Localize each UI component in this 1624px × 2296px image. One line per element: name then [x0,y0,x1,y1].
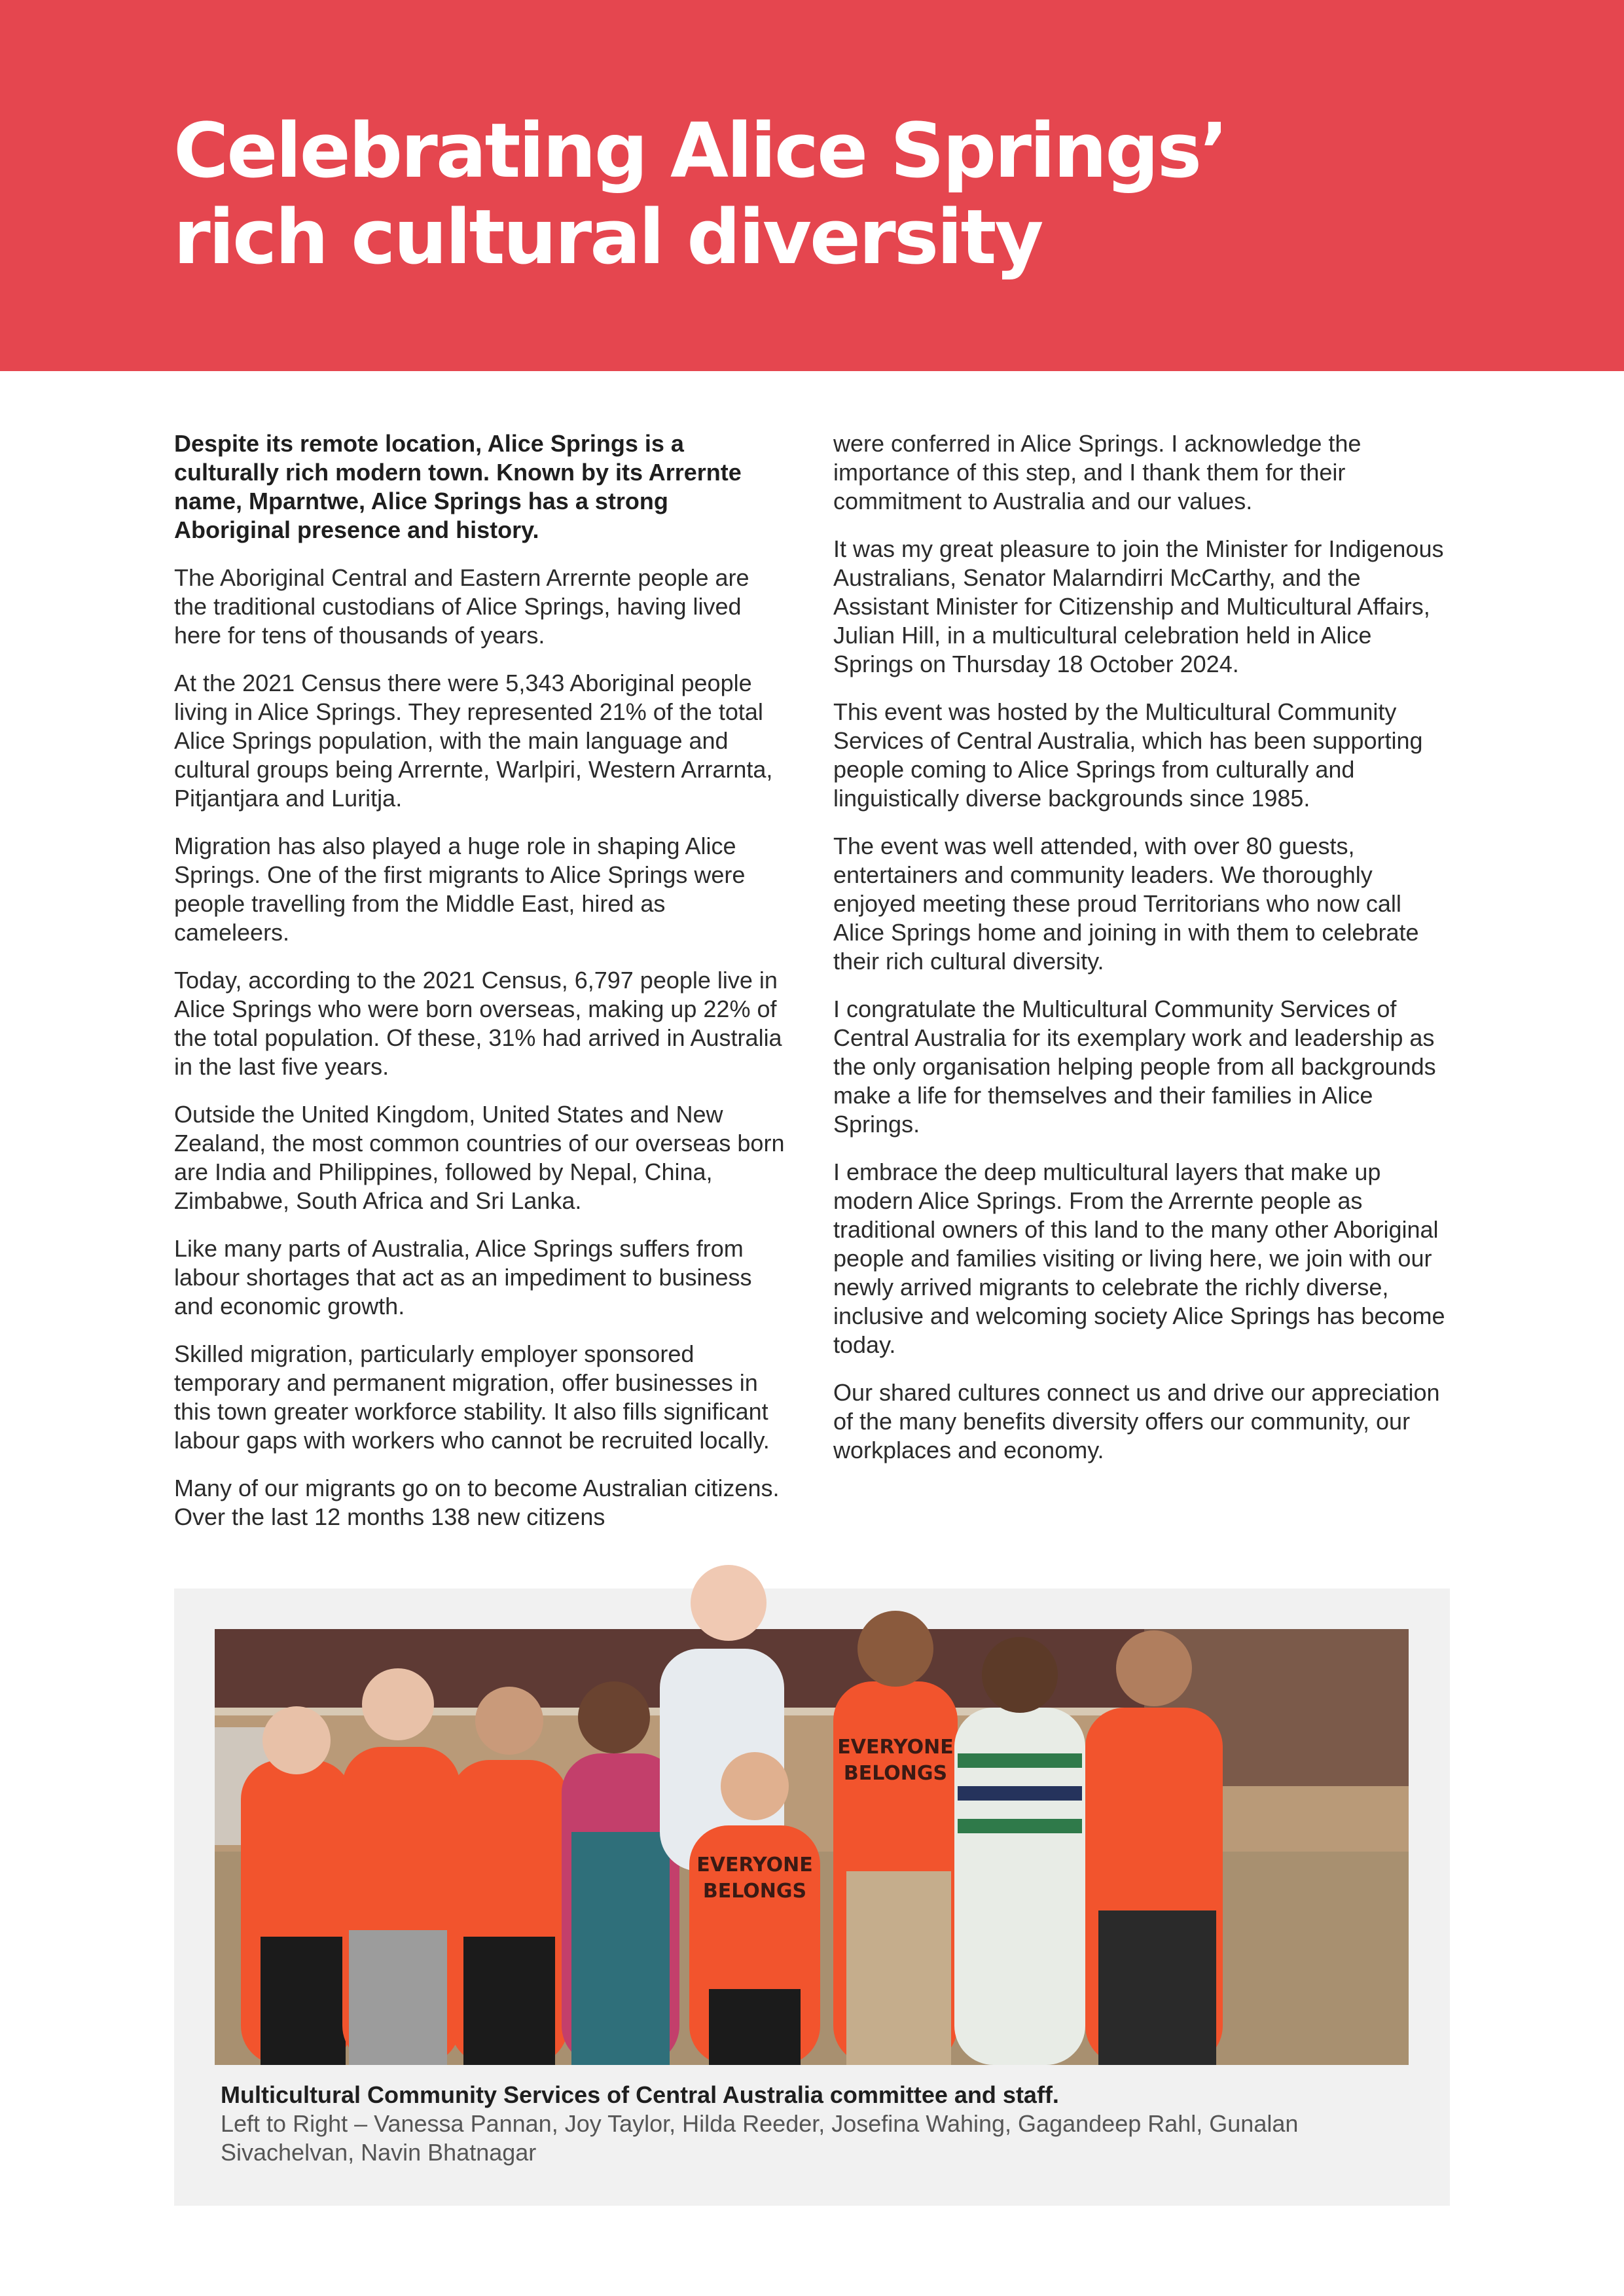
caption-text: Left to Right – Vanessa Pannan, Joy Taylor, Hilda Reeder, Josefina Wahing, Gagandeep Rahl, Gunalan Sivachelvan, Navin Bhatnagar [221,2110,1299,2166]
page-title-line-2: rich cultural diversity [173,194,1042,281]
body-paragraph: Like many parts of Australia, Alice Springs suffers from labour shortages that act as an impediment to business and economic growth. [174,1235,752,1319]
shirt-text-everyone: EVERYONE [837,1736,954,1759]
shirt-text-belongs: BELONGS [702,1880,807,1903]
page-title-line-1: Celebrating Alice Springs’ [173,107,1227,195]
shirt-text-everyone: EVERYONE [696,1854,813,1876]
left-column [174,429,786,1551]
right-column [833,429,1445,1484]
body-paragraph: At the 2021 Census there were 5,343 Aboriginal people living in Alice Springs. They represented 21% of the total Alice Springs population, with the main language and cultural groups being Arrernte, Warlpiri, Western Arrarnta, Pitjantjara and Luritja. [174,670,773,812]
body-paragraph: I congratulate the Multicultural Community Services of Central Australia for its exemplary work and leadership as the only organisation helping people from all backgrounds make a life for themselves and their families in Alice Springs. [833,996,1436,1138]
lead-paragraph: Despite its remote location, Alice Springs is a culturally rich modern town. Known by its Arrernte name, Mparntwe, Alice Springs has a strong Aboriginal presence and history. [174,430,742,543]
photo-caption [221,2081,1399,2167]
group-photo [215,1544,1409,2065]
page-title [173,108,1227,281]
body-paragraph: This event was hosted by the Multicultural Community Services of Central Australia, which has been supporting people coming to Alice Springs from culturally and linguistically diverse backgrounds since 1985. [833,698,1423,812]
caption-title: Multicultural Community Services of Central Australia committee and staff. [221,2081,1059,2108]
body-paragraph: The Aboriginal Central and Eastern Arrernte people are the traditional custodians of Alice Springs, having lived here for tens of thousands of years. [174,564,749,649]
shirt-text-belongs: BELONGS [843,1762,948,1785]
body-paragraph: It was my great pleasure to join the Minister for Indigenous Australians, Senator Malarndirri McCarthy, and the Assistant Minister for Citizenship and Multicultural Affairs, Julian Hill, in a multicultural celebration held in Alice Springs on Thursday 18 October 2024. [833,535,1444,677]
body-paragraph: Migration has also played a huge role in shaping Alice Springs. One of the first migrants to Alice Springs were people travelling from the Middle East, hired as cameleers. [174,833,746,946]
body-paragraph: were conferred in Alice Springs. I acknowledge the importance of this step, and I thank them for their commitment to Australia and our values. [833,430,1362,514]
body-paragraph: Skilled migration, particularly employer sponsored temporary and permanent migration, offer businesses in this town greater workforce stability. It also fills significant labour gaps with workers who cannot be recruited locally. [174,1340,770,1454]
body-paragraph: Many of our migrants go on to become Australian citizens. Over the last 12 months 138 new citizens [174,1475,780,1530]
title-banner [0,0,1624,371]
body-paragraph: Outside the United Kingdom, United States and New Zealand, the most common countries of our overseas born are India and Philippines, followed by Nepal, China, Zimbabwe, South Africa and Sri Lanka. [174,1101,785,1214]
body-paragraph: Today, according to the 2021 Census, 6,797 people live in Alice Springs who were born overseas, making up 22% of the total population. Of these, 31% had arrived in Australia in the last five years. [174,967,782,1080]
body-paragraph: The event was well attended, with over 80 guests, entertainers and community leaders. We thoroughly enjoyed meeting these proud Territorians who now call Alice Springs home and joining in with them to celebrate their rich cultural diversity. [833,833,1419,975]
body-paragraph: I embrace the deep multicultural layers that make up modern Alice Springs. From the Arrernte people as traditional owners of this land to the many other Aboriginal people and families visiting or living here, we join with our newly arrived migrants to celebrate the richly diverse, inclusive and welcoming society Alice Springs has become today. [833,1158,1445,1358]
body-paragraph: Our shared cultures connect us and drive our appreciation of the many benefits diversity offers our community, our workplaces and economy. [833,1379,1440,1463]
